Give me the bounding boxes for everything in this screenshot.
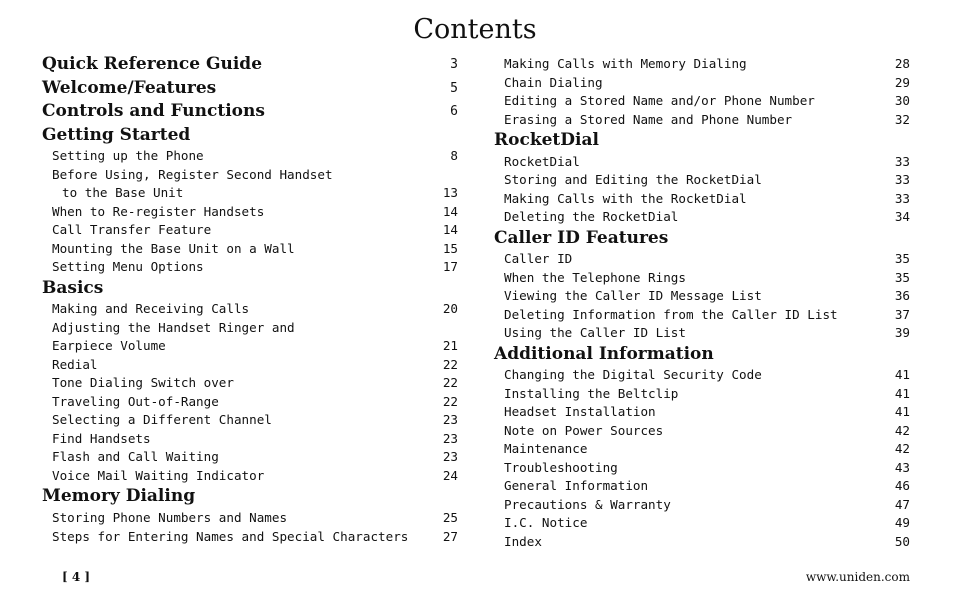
toc-entry[interactable] [494, 477, 910, 496]
footer-page-number: [ 4 ] [62, 570, 91, 584]
toc-entry-title: Index [504, 533, 542, 549]
toc-page-number: 50 [894, 533, 910, 549]
toc-entry[interactable] [42, 166, 458, 185]
toc-page-number: 39 [894, 325, 910, 341]
toc-page-number: 5 [450, 80, 458, 96]
toc-entry-title: Memory Dialing [42, 486, 196, 507]
toc-section-heading[interactable] [42, 53, 458, 77]
toc-entry-title: Setting up the Phone [52, 148, 204, 164]
toc-entry[interactable] [494, 496, 910, 515]
toc-entry[interactable] [494, 385, 910, 404]
toc-entry[interactable] [42, 203, 458, 222]
toc-entry[interactable] [42, 300, 458, 319]
toc-page-number: 22 [442, 356, 458, 372]
toc-entry[interactable] [42, 319, 458, 338]
footer-website[interactable]: www.uniden.com [805, 570, 910, 584]
toc-page-number: 34 [894, 209, 910, 225]
toc-page-number: 22 [442, 393, 458, 409]
toc-entry[interactable] [42, 147, 458, 166]
toc-page-number: 14 [442, 203, 458, 219]
toc-entry[interactable] [42, 184, 458, 203]
toc-entry-title: Viewing the Caller ID Message List [504, 288, 762, 304]
toc-page-number: 27 [442, 528, 458, 544]
toc-page-number: 22 [442, 375, 458, 391]
toc-entry-title: Headset Installation [504, 404, 656, 420]
toc-entry[interactable] [494, 366, 910, 385]
toc-entry[interactable] [42, 337, 458, 356]
toc-section-heading[interactable] [494, 129, 910, 153]
toc-page-number: 30 [894, 93, 910, 108]
toc-entry[interactable] [494, 287, 910, 306]
toc-entry-title: Steps for Entering Names and Special Characters [52, 528, 409, 544]
toc-page-number: 47 [894, 496, 910, 512]
toc-entry-title: RocketDial [494, 130, 599, 150]
toc-entry-title: Voice Mail Waiting Indicator [52, 467, 265, 483]
toc-entry[interactable] [494, 208, 910, 227]
toc-entry-title: Editing a Stored Name and/or Phone Number [504, 93, 815, 108]
toc-entry-title: Caller ID Features [494, 227, 669, 248]
toc-entry-title: to the Base Unit [62, 185, 184, 201]
toc-entry[interactable] [42, 448, 458, 467]
toc-entry-title: Quick Reference Guide [42, 54, 263, 74]
toc-page-number: 14 [442, 222, 458, 238]
toc-entry-title: Adjusting the Handset Ringer and [52, 319, 295, 335]
toc-entry[interactable] [42, 411, 458, 430]
toc-entry-title: Using the Caller ID List [504, 325, 686, 341]
toc-entry-title: Making and Receiving Calls [52, 301, 250, 317]
toc-section-heading[interactable] [42, 485, 458, 509]
toc-page-number: 41 [894, 404, 910, 420]
toc-entry-title: Additional Information [494, 343, 714, 364]
toc-entry-title: Caller ID [504, 251, 573, 267]
toc-entry-title: Getting Started [42, 124, 191, 145]
toc-entry-title: I.C. Notice [504, 515, 588, 531]
toc-page-number: 23 [442, 412, 458, 428]
toc-entry[interactable] [494, 514, 910, 533]
toc-entry[interactable] [494, 250, 910, 269]
toc-entry-title: Installing the Beltclip [504, 385, 679, 401]
toc-entry[interactable] [42, 509, 458, 528]
toc-entry-title: Precautions & Warranty [504, 496, 671, 512]
toc-page-number: 3 [450, 57, 458, 72]
toc-section-heading[interactable] [42, 124, 458, 148]
toc-page-number: 21 [442, 338, 458, 354]
toc-right-column [494, 55, 910, 551]
toc-entry-title: Flash and Call Waiting [52, 449, 219, 465]
toc-entry[interactable] [494, 306, 910, 325]
toc-entry-title: Tone Dialing Switch over [52, 375, 234, 391]
toc-page-number: 33 [894, 190, 910, 206]
toc-entry-title: Setting Menu Options [52, 259, 204, 275]
toc-page-number: 20 [442, 301, 458, 317]
toc-page-number: 24 [442, 467, 458, 483]
toc-page-number: 33 [894, 172, 910, 188]
toc-entry[interactable] [42, 374, 458, 393]
toc-entry[interactable] [494, 422, 910, 441]
toc-entry[interactable] [494, 324, 910, 343]
toc-entry[interactable] [42, 430, 458, 449]
toc-entry-title: Making Calls with the RocketDial [504, 190, 747, 206]
toc-page-number: 35 [894, 269, 910, 285]
toc-section-heading[interactable] [42, 277, 458, 301]
toc-entry-title: Changing the Digital Security Code [504, 367, 762, 383]
toc-entry-title: Storing Phone Numbers and Names [52, 510, 288, 526]
toc-entry-title: Chain Dialing [504, 74, 603, 90]
toc-entry[interactable] [494, 459, 910, 478]
toc-entry[interactable] [42, 240, 458, 259]
toc-entry[interactable] [494, 269, 910, 288]
toc-entry[interactable] [494, 440, 910, 459]
toc-entry[interactable] [494, 74, 910, 93]
toc-entry[interactable] [42, 258, 458, 277]
toc-entry[interactable] [494, 55, 910, 74]
toc-page-number: 28 [894, 56, 910, 71]
toc-page-number: 6 [450, 104, 458, 120]
toc-page-number: 43 [894, 459, 910, 475]
toc-page-number: 46 [894, 478, 910, 494]
toc-page-number: 42 [894, 441, 910, 457]
toc-section-heading[interactable] [42, 77, 458, 101]
toc-entry-title: General Information [504, 478, 649, 494]
toc-entry-title: Redial [52, 356, 98, 372]
toc-entry[interactable] [42, 528, 458, 547]
toc-entry-title: Maintenance [504, 441, 588, 457]
toc-page-number: 49 [894, 515, 910, 531]
toc-section-heading[interactable] [494, 343, 910, 367]
toc-entry-title: Deleting Information from the Caller ID List [504, 306, 838, 322]
toc-entry[interactable] [494, 171, 910, 190]
toc-entry-title: Traveling Out-of-Range [52, 393, 219, 409]
toc-entry[interactable] [42, 393, 458, 412]
toc-left-column [42, 53, 458, 546]
toc-entry-title: Mounting the Base Unit on a Wall [52, 240, 295, 256]
toc-entry-title: Find Handsets [52, 430, 151, 446]
toc-entry[interactable] [42, 221, 458, 240]
toc-entry[interactable] [494, 190, 910, 209]
toc-entry[interactable] [494, 533, 910, 552]
toc-page-number: 13 [442, 185, 458, 201]
toc-page-number: 37 [894, 306, 910, 322]
toc-page-number: 17 [442, 259, 458, 275]
toc-entry-title: When the Telephone Rings [504, 269, 686, 285]
toc-entry-title: Before Using, Register Second Handset [52, 166, 333, 182]
toc-entry[interactable] [494, 153, 910, 172]
toc-entry-title: When to Re-register Handsets [52, 203, 265, 219]
toc-entry[interactable] [42, 467, 458, 486]
toc-page-number: 41 [894, 385, 910, 401]
toc-section-heading[interactable] [42, 100, 458, 124]
toc-entry-title: Call Transfer Feature [52, 222, 212, 238]
toc-entry-title: RocketDial [504, 153, 580, 169]
toc-page-number: 23 [442, 449, 458, 465]
toc-page-number: 32 [894, 111, 910, 127]
toc-entry-title: Troubleshooting [504, 459, 618, 475]
toc-page-number: 8 [450, 148, 458, 164]
toc-entry-title: Controls and Functions [42, 101, 265, 122]
toc-entry-title: Selecting a Different Channel [52, 412, 272, 428]
page-title: Contents [413, 14, 537, 45]
toc-section-heading[interactable] [494, 227, 910, 251]
toc-page-number: 42 [894, 422, 910, 438]
toc-page-number: 35 [894, 251, 910, 267]
toc-entry-title: Making Calls with Memory Dialing [504, 56, 747, 71]
toc-page-number: 15 [442, 240, 458, 256]
toc-page-number: 25 [442, 510, 458, 526]
toc-page-number: 29 [894, 74, 910, 90]
toc-entry-title: Storing and Editing the RocketDial [504, 172, 762, 188]
toc-entry-title: Earpiece Volume [52, 338, 166, 354]
toc-entry-title: Erasing a Stored Name and Phone Number [504, 111, 793, 127]
toc-page-number: 36 [894, 288, 910, 304]
toc-entry[interactable] [42, 356, 458, 375]
toc-entry[interactable] [494, 92, 910, 111]
toc-page-number: 41 [894, 367, 910, 383]
toc-page-number: 23 [442, 430, 458, 446]
toc-entry-title: Welcome/Features [42, 77, 217, 98]
toc-entry[interactable] [494, 403, 910, 422]
toc-entry[interactable] [494, 111, 910, 130]
toc-entry-title: Deleting the RocketDial [504, 209, 679, 225]
toc-entry-title: Note on Power Sources [504, 422, 664, 438]
toc-entry-title: Basics [42, 277, 104, 298]
toc-page-number: 33 [894, 153, 910, 169]
